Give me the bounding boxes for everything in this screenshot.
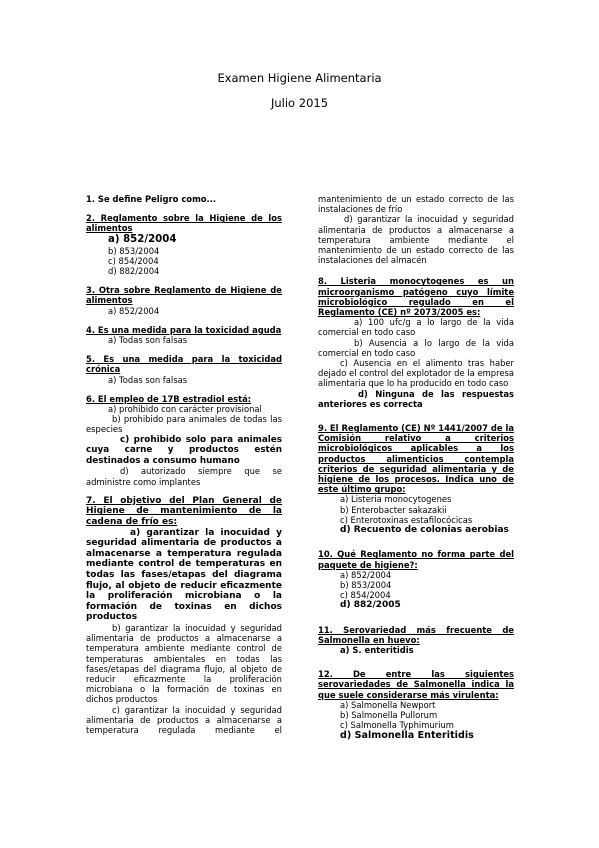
question-3 [86,285,282,316]
question-10 [318,549,514,610]
option-a: a) Todas son falsas [108,374,188,385]
option-a: a) S. enteritidis [340,644,414,655]
option-a: a) Listeria monocytogenes [340,494,452,505]
question-7-continued [318,194,514,265]
question-1 [86,194,282,204]
question-title: 9. El Reglamento (CE) Nº 1441/2007 de la Comisión relativo a criterios microbiológicos aplicables a los productos alimenticios contempla criterios de seguridad alimentaria y de higiene de los procesos. Indica uno de este último grupo: [318,423,514,495]
option-a: a) garantizar la inocuidad y seguridad alimentaria de productos a almacenarse a temperatura regulada mediante control de temperaturas en todas las fases/etapas del diagrama flujo, al objeto de reducir eficazmente la proliferación microbiana o la formación de toxinas en dichos productos [86,527,282,623]
option-d: d) Ninguna de las respuestas anteriores es correcta [318,388,514,409]
question-8 [318,276,514,409]
question-7 [86,496,282,735]
question-title: 12. De entre las siguientes serovariedades de Salmonella indica la que suele considerarse más virulenta: [318,669,514,700]
option-b: b) 853/2004 [108,245,160,256]
option-a: a) Todas son falsas [108,335,188,346]
question-title: 3. Otra sobre Reglamento de Higiene de alimentos [86,285,282,306]
question-4 [86,325,282,345]
question-title: 11. Serovariedad más frecuente de Salmonella en huevo: [318,624,514,645]
option-c: c) prohibido solo para animales cuya carne y productos estén destinados a consumo humano [86,434,282,466]
option-b: b) Ausencia a lo largo de la vida comercial en todo caso [318,337,514,358]
question-title: 4. Es una medida para la toxicidad aguda [86,324,282,335]
question-9 [318,423,514,535]
question-5 [86,354,282,385]
option-c: c) 854/2004 [108,255,159,266]
option-d: d) Recuento de colonias aerobias [340,525,509,536]
question-title: 8. Listeria monocytogenes es un microorganismo patógeno cuyo límite microbiológico regulado en el Reglamento (CE) nº 2073/2005 es: [318,276,514,318]
option-a: a) Salmonella Newport [340,699,436,710]
question-2 [86,213,282,276]
question-11 [318,625,514,656]
option-c: c) 854/2004 [340,590,391,601]
question-title: 6. El empleo de 17B estradiol está: [86,393,252,404]
option-a: a) 852/2004 [108,305,160,316]
question-title: 10. Qué Reglamento no forma parte del paquete de higiene?: [318,549,514,570]
option-c-continued: mantenimiento de un estado correcto de las instalaciones de frío [318,194,514,215]
option-c: c) garantizar la inocuidad y seguridad alimentaria de productos a almacenarse a temperatura regulada mediante el [86,704,282,735]
option-b: b) Salmonella Pullorum [340,709,438,720]
option-c: c) Ausencia en el alimento tras haber dejado el control del explotador de la empresa alimentaria que lo ha producido en todo caso [318,358,514,389]
option-d: d) Salmonella Enteritidis [340,730,474,742]
option-d: d) 882/2004 [108,266,160,277]
option-b: b) Enterobacter sakazakii [340,504,447,515]
question-12 [318,669,514,742]
option-b: b) garantizar la inocuidad y seguridad alimentaria de productos a almacenarse a temperatura ambiente mediante control de temperaturas ambientales en todas las fases/etapas del diagrama flujo, al objeto de reducir eficazmente la proliferación microbiana o la formación de toxinas en dichos productos [86,622,282,705]
option-a: a) prohibido con carácter provisional [108,404,262,415]
question-title: 7. El objetivo del Plan General de Higiene de mantenimiento de la cadena de frío es: [86,495,282,528]
option-c: c) Salmonella Typhimurium [340,720,454,731]
option-c: c) Enterotoxinas estafilocócicas [340,514,473,525]
option-b: b) prohibido para animales de todas las especies [86,414,282,435]
option-a: a) 852/2004 [340,569,392,580]
option-a: a) 852/2004 [108,233,177,245]
option-d: d) 882/2005 [340,600,401,611]
left-column [86,194,282,735]
option-a: a) 100 ufc/g a lo largo de la vida comercial en todo caso [318,317,514,338]
question-title: 5. Es una medida para la toxicidad crónica [86,354,282,375]
question-title: 1. Se define Peligro como... [86,194,217,204]
option-d: d) autorizado siempre que se administre como implantes [86,466,282,487]
question-6 [86,394,282,487]
document-date: Julio 2015 [270,96,329,110]
right-column [318,194,514,742]
document-title: Examen Higiene Alimentaria [217,71,382,85]
question-title: 2. Reglamento sobre la Higiene de los alimentos [86,213,282,234]
option-d: d) garantizar la inocuidad y seguridad alimentaria de productos a almacenarse a temperatura ambiente mediante el mantenimiento de un estado correcto de las instalaciones del almacén [318,214,514,266]
option-b: b) 853/2004 [340,579,392,590]
